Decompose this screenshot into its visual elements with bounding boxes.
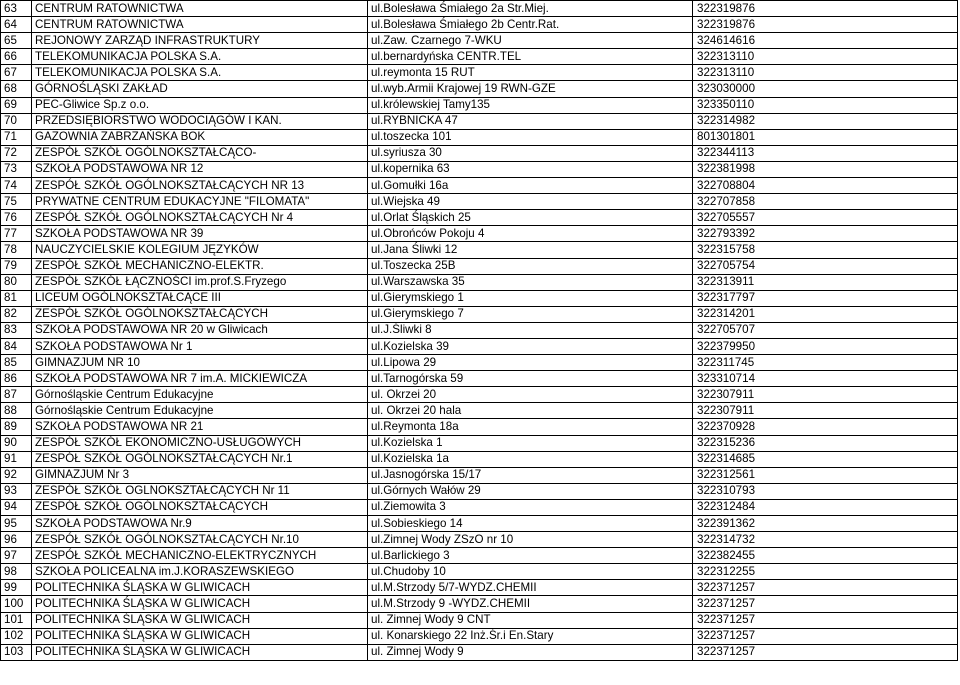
address: ul.Kozielska 39 <box>368 338 693 354</box>
table-row <box>1 403 958 419</box>
address: ul.Barlickiego 3 <box>368 548 693 564</box>
phone-number: 322793392 <box>693 226 958 242</box>
address: ul.Toszecka 25B <box>368 258 693 274</box>
table-row <box>1 97 958 113</box>
address: ul.Warszawska 35 <box>368 274 693 290</box>
table-row <box>1 113 958 129</box>
institution-name: SZKOŁA PODSTAWOWA NR 39 <box>32 226 368 242</box>
row-number: 89 <box>1 419 32 435</box>
table-row <box>1 33 958 49</box>
row-number: 88 <box>1 403 32 419</box>
address: ul.RYBNICKA 47 <box>368 113 693 129</box>
address: ul. Okrzei 20 hala <box>368 403 693 419</box>
phone-number: 324614616 <box>693 33 958 49</box>
institution-name: PEC-Gliwice Sp.z o.o. <box>32 97 368 113</box>
address: ul.Wiejska 49 <box>368 194 693 210</box>
table-row <box>1 564 958 580</box>
phone-number: 322314685 <box>693 451 958 467</box>
institution-name: POLITECHNIKA ŚLĄSKA W GLIWICACH <box>32 580 368 596</box>
institution-name: GIMNAZJUM NR 10 <box>32 355 368 371</box>
row-number: 92 <box>1 467 32 483</box>
row-number: 64 <box>1 17 32 33</box>
row-number: 66 <box>1 49 32 65</box>
table-row <box>1 145 958 161</box>
row-number: 70 <box>1 113 32 129</box>
institution-name: SZKOŁA PODSTAWOWA NR 12 <box>32 161 368 177</box>
phone-number: 322371257 <box>693 596 958 612</box>
institution-name: PRYWATNE CENTRUM EDUKACYJNE "FILOMATA" <box>32 194 368 210</box>
institution-name: GIMNAZJUM Nr 3 <box>32 467 368 483</box>
table-row <box>1 210 958 226</box>
row-number: 67 <box>1 65 32 81</box>
institution-name: ZESPÓŁ SZKÓŁ OGÓLNOKSZTAŁCĄCYCH NR 13 <box>32 178 368 194</box>
phone-number: 322312484 <box>693 499 958 515</box>
table-row <box>1 194 958 210</box>
table-row <box>1 306 958 322</box>
address: ul.M.Strzody 9 -WYDZ.CHEMII <box>368 596 693 612</box>
table-row <box>1 499 958 515</box>
table-row <box>1 483 958 499</box>
institution-name: POLITECHNIKA ŚLĄSKA W GLIWICACH <box>32 612 368 628</box>
address: ul.Górnych Wałów 29 <box>368 483 693 499</box>
institution-name: TELEKOMUNIKACJA POLSKA S.A. <box>32 49 368 65</box>
row-number: 69 <box>1 97 32 113</box>
address: ul.Bolesława Śmiałego 2a Str.Miej. <box>368 1 693 17</box>
table-row <box>1 467 958 483</box>
row-number: 98 <box>1 564 32 580</box>
row-number: 73 <box>1 161 32 177</box>
table-row <box>1 451 958 467</box>
table-row <box>1 435 958 451</box>
table-row <box>1 274 958 290</box>
phone-number: 322313911 <box>693 274 958 290</box>
row-number: 84 <box>1 338 32 354</box>
address: ul.Reymonta 18a <box>368 419 693 435</box>
phone-number: 322314201 <box>693 306 958 322</box>
row-number: 86 <box>1 371 32 387</box>
phone-number: 322315758 <box>693 242 958 258</box>
address: ul.Gierymskiego 1 <box>368 290 693 306</box>
institution-name: POLITECHNIKA ŚLĄSKA W GLIWICACH <box>32 596 368 612</box>
address: ul. Okrzei 20 <box>368 387 693 403</box>
contacts-table-body <box>1 1 958 661</box>
row-number: 81 <box>1 290 32 306</box>
institution-name: ZESPÓŁ SZKÓŁ OGÓLNOKSZTAŁCĄCYCH Nr.10 <box>32 532 368 548</box>
row-number: 78 <box>1 242 32 258</box>
institution-name: SZKOŁA POLICEALNA im.J.KORASZEWSKIEGO <box>32 564 368 580</box>
row-number: 101 <box>1 612 32 628</box>
institution-name: CENTRUM RATOWNICTWA <box>32 1 368 17</box>
phone-number: 322310793 <box>693 483 958 499</box>
address: ul.Orlat Śląskich 25 <box>368 210 693 226</box>
phone-number: 322319876 <box>693 1 958 17</box>
row-number: 93 <box>1 483 32 499</box>
phone-number: 322313110 <box>693 65 958 81</box>
institution-name: ZESPÓŁ SZKÓŁ OGLNOKSZTAŁCĄCYCH Nr 11 <box>32 483 368 499</box>
row-number: 103 <box>1 644 32 660</box>
phone-number: 322313110 <box>693 49 958 65</box>
table-row <box>1 419 958 435</box>
institution-name: SZKOŁA PODSTAWOWA Nr.9 <box>32 516 368 532</box>
phone-number: 322382455 <box>693 548 958 564</box>
row-number: 74 <box>1 178 32 194</box>
address: ul.wyb.Armii Krajowej 19 RWN-GZE <box>368 81 693 97</box>
table-row <box>1 226 958 242</box>
table-row <box>1 161 958 177</box>
institution-name: ZESPÓŁ SZKÓŁ MECHANICZNO-ELEKTR. <box>32 258 368 274</box>
table-row <box>1 49 958 65</box>
institution-name: SZKOŁA PODSTAWOWA NR 21 <box>32 419 368 435</box>
row-number: 76 <box>1 210 32 226</box>
table-row <box>1 258 958 274</box>
table-row <box>1 322 958 338</box>
institution-name: SZKOŁA PODSTAWOWA NR 7 im.A. MICKIEWICZA <box>32 371 368 387</box>
institution-name: PRZEDSIĘBIORSTWO WODOCIĄGÓW I KAN. <box>32 113 368 129</box>
institution-name: Górnośląskie Centrum Edukacyjne <box>32 403 368 419</box>
table-row <box>1 355 958 371</box>
row-number: 100 <box>1 596 32 612</box>
address: ul.Chudoby 10 <box>368 564 693 580</box>
table-row <box>1 129 958 145</box>
institution-name: SZKOŁA PODSTAWOWA Nr 1 <box>32 338 368 354</box>
table-row <box>1 516 958 532</box>
address: ul.Jana Śliwki 12 <box>368 242 693 258</box>
table-row <box>1 644 958 660</box>
row-number: 99 <box>1 580 32 596</box>
address: ul. Zimnej Wody 9 CNT <box>368 612 693 628</box>
address: ul.Ziemowita 3 <box>368 499 693 515</box>
table-row <box>1 532 958 548</box>
institution-name: REJONOWY ZARZĄD INFRASTRUKTURY <box>32 33 368 49</box>
phone-number: 322315236 <box>693 435 958 451</box>
address: ul.Obrońców Pokoju 4 <box>368 226 693 242</box>
address: ul.kopernika 63 <box>368 161 693 177</box>
row-number: 80 <box>1 274 32 290</box>
row-number: 75 <box>1 194 32 210</box>
address: ul.Bolesława Śmiałego 2b Centr.Rat. <box>368 17 693 33</box>
address: ul.Jasnogórska 15/17 <box>368 467 693 483</box>
phone-number: 322307911 <box>693 403 958 419</box>
table-row <box>1 1 958 17</box>
table-row <box>1 387 958 403</box>
phone-number: 322311745 <box>693 355 958 371</box>
row-number: 71 <box>1 129 32 145</box>
address: ul. Konarskiego 22 Inż.Śr.i En.Stary <box>368 628 693 644</box>
row-number: 95 <box>1 516 32 532</box>
row-number: 94 <box>1 499 32 515</box>
institution-name: ZESPÓŁ SZKÓŁ OGÓLNOKSZTAŁCĄCYCH Nr 4 <box>32 210 368 226</box>
phone-number: 322371257 <box>693 580 958 596</box>
phone-number: 322379950 <box>693 338 958 354</box>
row-number: 72 <box>1 145 32 161</box>
address: ul.Gierymskiego 7 <box>368 306 693 322</box>
institution-name: NAUCZYCIELSKIE KOLEGIUM JĘZYKÓW <box>32 242 368 258</box>
institution-name: ZESPÓŁ SZKÓŁ EKONOMICZNO-USŁUGOWYCH <box>32 435 368 451</box>
table-row <box>1 580 958 596</box>
institution-name: GAZOWNIA ZABRZAŃSKA BOK <box>32 129 368 145</box>
address: ul.toszecka 101 <box>368 129 693 145</box>
row-number: 85 <box>1 355 32 371</box>
phone-number: 801301801 <box>693 129 958 145</box>
row-number: 65 <box>1 33 32 49</box>
row-number: 90 <box>1 435 32 451</box>
address: ul.Lipowa 29 <box>368 355 693 371</box>
phone-number: 322312561 <box>693 467 958 483</box>
table-row <box>1 242 958 258</box>
row-number: 68 <box>1 81 32 97</box>
institution-name: ZESPÓŁ SZKÓŁ OGÓLNOKSZTAŁCĄCO- <box>32 145 368 161</box>
table-row <box>1 178 958 194</box>
institution-name: GÓRNOŚLĄSKI ZAKŁAD <box>32 81 368 97</box>
phone-number: 322391362 <box>693 516 958 532</box>
row-number: 77 <box>1 226 32 242</box>
phone-number: 322705557 <box>693 210 958 226</box>
row-number: 102 <box>1 628 32 644</box>
row-number: 91 <box>1 451 32 467</box>
row-number: 63 <box>1 1 32 17</box>
phone-number: 322707858 <box>693 194 958 210</box>
address: ul.Sobieskiego 14 <box>368 516 693 532</box>
institution-name: Górnośląskie Centrum Edukacyjne <box>32 387 368 403</box>
phone-number: 322708804 <box>693 178 958 194</box>
institution-name: TELEKOMUNIKACJA POLSKA S.A. <box>32 65 368 81</box>
institution-name: POLITECHNIKA ŚLĄSKA W GLIWICACH <box>32 628 368 644</box>
address: ul.J.Śliwki 8 <box>368 322 693 338</box>
address: ul.reymonta 15 RUT <box>368 65 693 81</box>
table-row <box>1 338 958 354</box>
institution-name: ZESPÓŁ SZKÓŁ OGÓLNOKSZTAŁCĄCYCH <box>32 499 368 515</box>
table-row <box>1 371 958 387</box>
table-row <box>1 65 958 81</box>
phone-number: 322344113 <box>693 145 958 161</box>
address: ul.Tarnogórska 59 <box>368 371 693 387</box>
table-row <box>1 548 958 564</box>
address: ul.Kozielska 1 <box>368 435 693 451</box>
institution-name: ZESPÓŁ SZKÓŁ ŁĄCZNOŚCI im.prof.S.Fryzego <box>32 274 368 290</box>
table-row <box>1 17 958 33</box>
phone-number: 323310714 <box>693 371 958 387</box>
address: ul.syriusza 30 <box>368 145 693 161</box>
phone-number: 322705754 <box>693 258 958 274</box>
phone-number: 323030000 <box>693 81 958 97</box>
phone-number: 322381998 <box>693 161 958 177</box>
phone-number: 322371257 <box>693 628 958 644</box>
institution-name: SZKOŁA PODSTAWOWA NR 20 w Gliwicach <box>32 322 368 338</box>
address: ul.Zaw. Czarnego 7-WKU <box>368 33 693 49</box>
phone-number: 322317797 <box>693 290 958 306</box>
row-number: 79 <box>1 258 32 274</box>
address: ul.bernardyńska CENTR.TEL <box>368 49 693 65</box>
phone-number: 322371257 <box>693 644 958 660</box>
phone-number: 322314982 <box>693 113 958 129</box>
institution-name: ZESPÓŁ SZKÓŁ OGÓLNOKSZTAŁCĄCYCH <box>32 306 368 322</box>
institution-name: CENTRUM RATOWNICTWA <box>32 17 368 33</box>
institution-name: LICEUM OGÓLNOKSZTAŁCĄCE III <box>32 290 368 306</box>
row-number: 97 <box>1 548 32 564</box>
row-number: 83 <box>1 322 32 338</box>
table-row <box>1 81 958 97</box>
phone-number: 322307911 <box>693 387 958 403</box>
row-number: 87 <box>1 387 32 403</box>
address: ul.Gomułki 16a <box>368 178 693 194</box>
table-row <box>1 290 958 306</box>
table-row <box>1 612 958 628</box>
row-number: 82 <box>1 306 32 322</box>
phone-number: 322314732 <box>693 532 958 548</box>
address: ul.Zimnej Wody ZSzO nr 10 <box>368 532 693 548</box>
institution-name: ZESPÓŁ SZKÓŁ OGÓLNOKSZTAŁCĄCYCH Nr.1 <box>32 451 368 467</box>
address: ul.królewskiej Tamy135 <box>368 97 693 113</box>
phone-number: 322705707 <box>693 322 958 338</box>
address: ul.M.Strzody 5/7-WYDZ.CHEMII <box>368 580 693 596</box>
institution-name: ZESPÓŁ SZKÓŁ MECHANICZNO-ELEKTRYCZNYCH <box>32 548 368 564</box>
row-number: 96 <box>1 532 32 548</box>
phone-number: 322312255 <box>693 564 958 580</box>
table-row <box>1 628 958 644</box>
table-row <box>1 596 958 612</box>
phone-number: 322319876 <box>693 17 958 33</box>
phone-number: 322370928 <box>693 419 958 435</box>
address: ul.Kozielska 1a <box>368 451 693 467</box>
phone-number: 323350110 <box>693 97 958 113</box>
phone-number: 322371257 <box>693 612 958 628</box>
institution-name: POLITECHNIKA ŚLĄSKA W GLIWICACH <box>32 644 368 660</box>
address: ul. Zimnej Wody 9 <box>368 644 693 660</box>
